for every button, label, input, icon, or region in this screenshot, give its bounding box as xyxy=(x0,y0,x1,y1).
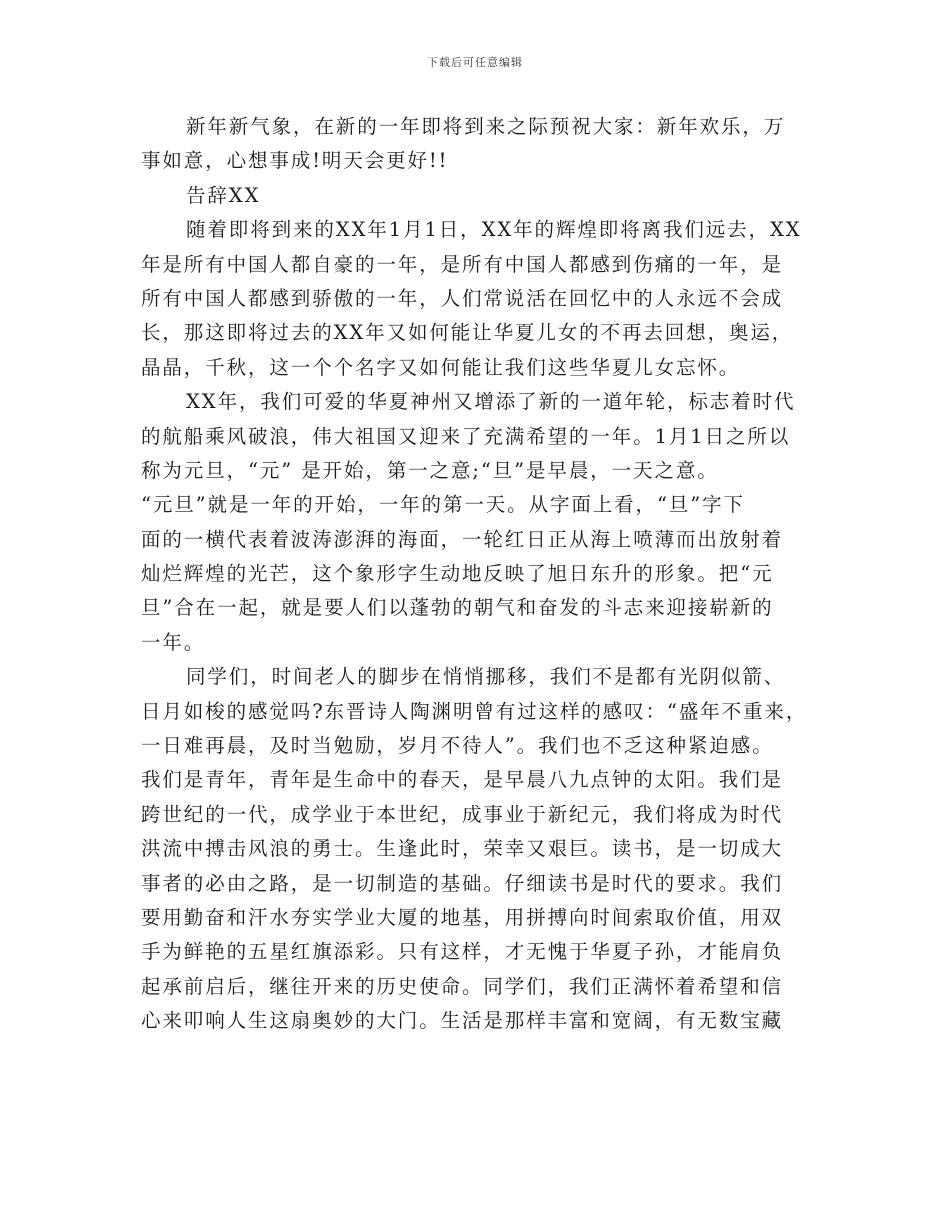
text-line: 起承前启后，继往开来的历史使命。同学们，我们正满怀着希望和信 xyxy=(141,974,784,998)
text-line: 面的一横代表着波涛澎湃的海面，一轮红日正从海上喷薄而出放射着 xyxy=(141,527,784,551)
text-line: 手为鲜艳的五星红旗添彩。只有这样，才无愧于华夏子孙，才能肩负 xyxy=(141,940,784,964)
text-line: XX年，我们可爱的华夏神州又增添了新的一道年轮，标志着时代 xyxy=(186,390,796,414)
text-line: 洪流中搏击风浪的勇士。生逢此时，荣幸又艰巨。读书，是一切成大 xyxy=(141,837,784,861)
text-line: 要用勤奋和汗水夯实学业大厦的地基，用拼搏向时间索取价值，用双 xyxy=(141,905,784,929)
text-line: 我们是青年，青年是生命中的春天，是早晨八九点钟的太阳。我们是 xyxy=(141,768,784,792)
text-line: 同学们，时间老人的脚步在悄悄挪移，我们不是都有光阴似箭、 xyxy=(186,665,786,689)
text-line: 随着即将到来的XX年1月1日，XX年的辉煌即将离我们远去，XX xyxy=(186,218,802,242)
text-line: 旦”合在一起，就是要人们以蓬勃的朝气和奋发的斗志来迎接崭新的 xyxy=(141,596,774,620)
text-line: 日月如梭的感觉吗?东晋诗人陶渊明曾有过这样的感叹：“盛年不重来， xyxy=(141,699,808,723)
text-line: 事如意，心想事成!明天会更好!! xyxy=(141,149,449,173)
text-line: 称为元旦，“元” 是开始，第一之意;“旦”是早晨，一天之意。 xyxy=(141,458,719,482)
text-line: 长，那这即将过去的XX年又如何能让华夏儿女的不再去回想，奥运， xyxy=(141,321,794,345)
text-line: 的航船乘风破浪，伟大祖国又迎来了充满希望的一年。1月1日之所以 xyxy=(141,424,791,448)
text-line: “元旦”就是一年的开始，一年的第一天。从字面上看，“旦”字下 xyxy=(141,493,745,517)
text-line: 心来叩响人生这扇奥妙的大门。生活是那样丰富和宽阔，有无数宝藏 xyxy=(141,1009,784,1033)
text-line: 灿烂辉煌的光芒，这个象形字生动地反映了旭日东升的形象。把“元 xyxy=(141,562,774,586)
text-line: 晶晶，千秋，这一个个名字又如何能让我们这些华夏儿女忘怀。 xyxy=(141,355,741,379)
text-line: 所有中国人都感到骄傲的一年，人们常说活在回忆中的人永远不会成 xyxy=(141,286,784,310)
text-line: 事者的必由之路，是一切制造的基础。仔细读书是时代的要求。我们 xyxy=(141,871,784,895)
text-line: 一日难再晨，及时当勉励，岁月不待人”。我们也不乏这种紧迫感。 xyxy=(141,734,774,758)
text-line: 告辞XX xyxy=(186,183,261,207)
text-line: 一年。 xyxy=(141,630,206,654)
document-body xyxy=(141,110,811,1039)
page-header: 下载后可任意编辑 xyxy=(427,56,523,69)
text-line: 年是所有中国人都自豪的一年，是所有中国人都感到伤痛的一年，是 xyxy=(141,252,784,276)
text-line: 新年新气象，在新的一年即将到来之际预祝大家：新年欢乐，万 xyxy=(186,115,786,138)
text-line: 跨世纪的一代，成学业于本世纪，成事业于新纪元，我们将成为时代 xyxy=(141,802,784,826)
